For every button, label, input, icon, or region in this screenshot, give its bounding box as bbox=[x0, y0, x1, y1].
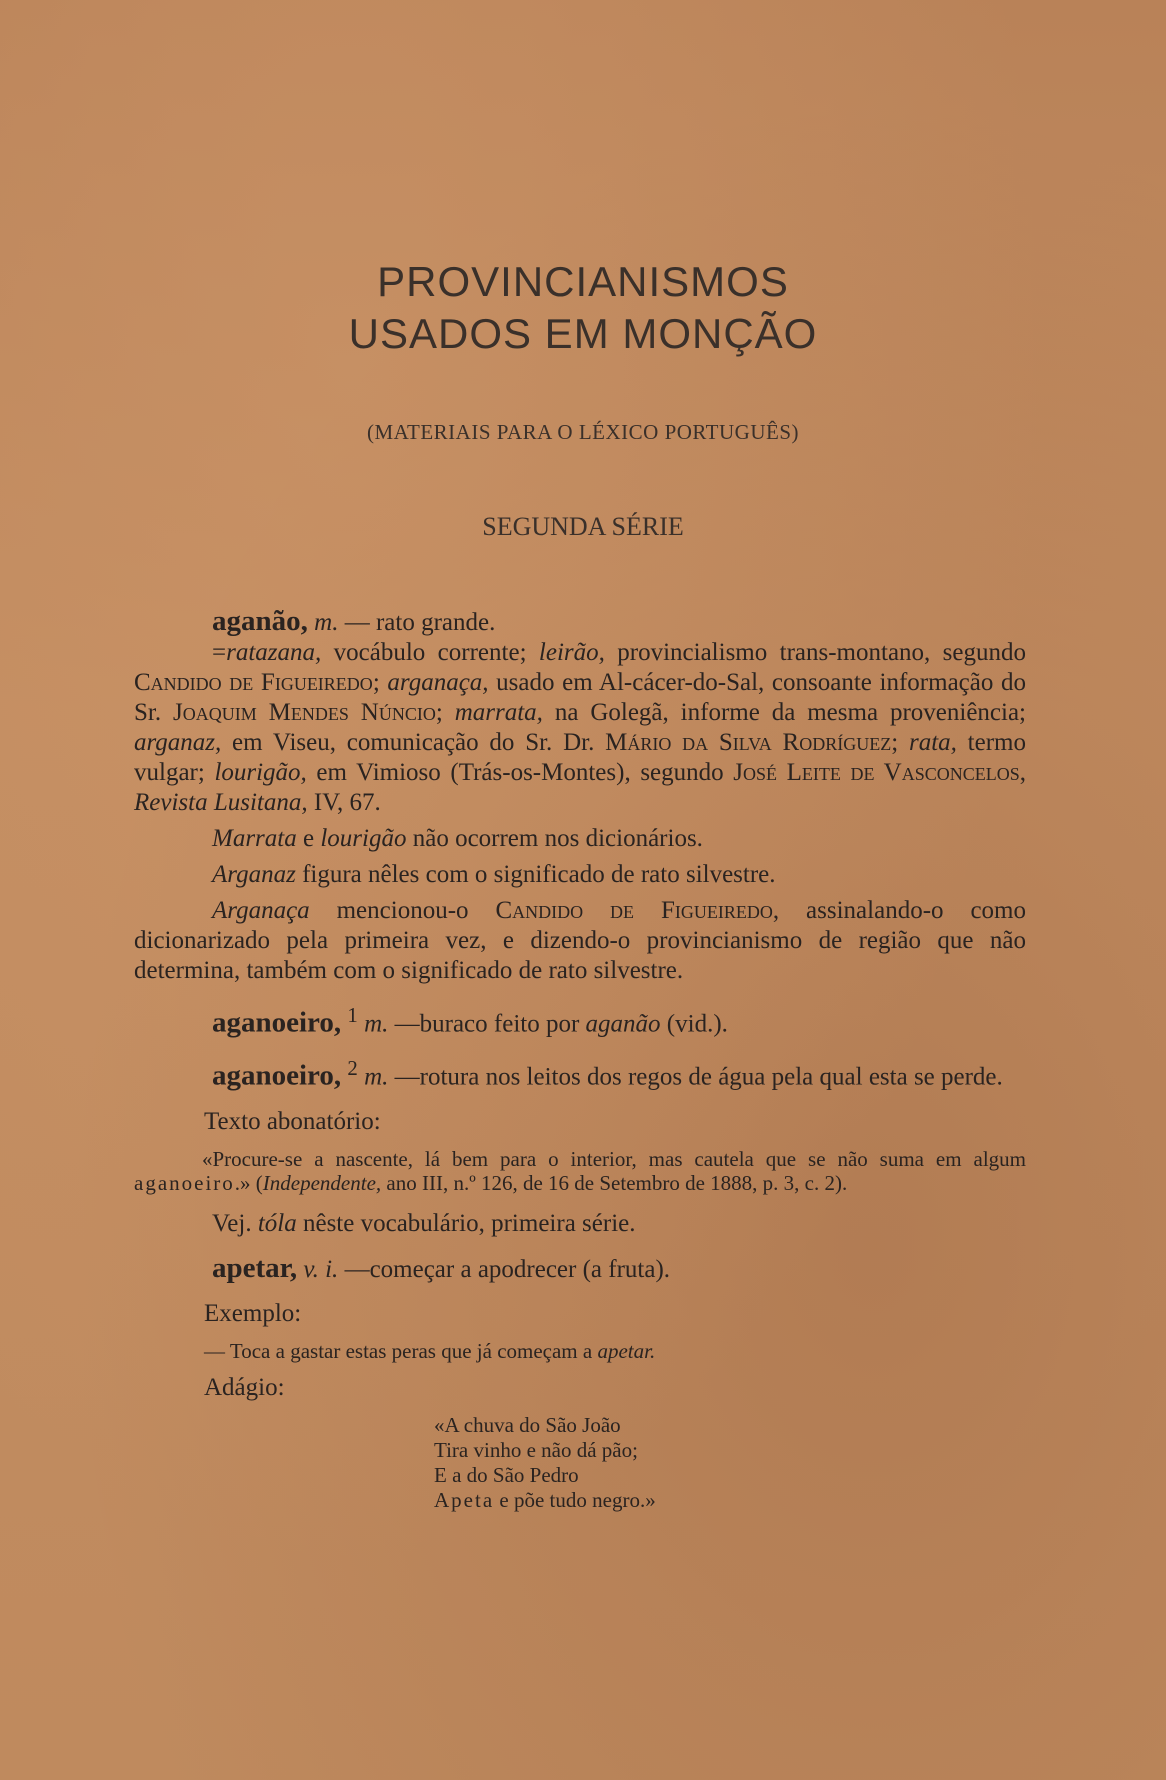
paragraph-arganaz bbox=[134, 860, 1026, 890]
spaced-term: Apeta bbox=[434, 1487, 495, 1512]
text: «Procure-se a nascente, lá bem para o interior, mas cautela que se não suma em algum bbox=[202, 1146, 1026, 1171]
journal-title: Independente, bbox=[262, 1170, 382, 1195]
paragraph-not-in-dictionaries bbox=[134, 824, 1026, 854]
author-name: Candido de Figueiredo bbox=[134, 669, 373, 696]
term: Arganaz bbox=[212, 861, 296, 888]
exemplo-label: Exemplo: bbox=[204, 1299, 302, 1327]
term: Marrata bbox=[212, 825, 297, 852]
text: ; bbox=[372, 669, 388, 696]
text: na Golegã, informe da mesma proveniência; bbox=[542, 699, 1026, 726]
verse-line: «A chuva do São João bbox=[434, 1412, 621, 1437]
subtitle: (MATERIAIS PARA O LÉXICO PORTUGUÊS) bbox=[367, 420, 799, 444]
author-name: José Leite de Vasconcelos bbox=[733, 759, 1020, 786]
series-heading: SEGUNDA SÉRIE bbox=[482, 512, 684, 541]
part-of-speech: m. bbox=[364, 1063, 389, 1091]
text: , bbox=[1019, 759, 1026, 786]
term: lourigão bbox=[320, 825, 407, 852]
text: — Toca a gastar estas peras que já começam a bbox=[204, 1338, 598, 1363]
text: , assinalando-o como dicionarizado pela primeira vez, e dizendo-o provincianismo de região que não determina, também com o significado de rato silvestre. bbox=[134, 897, 1026, 984]
term: marrata, bbox=[454, 699, 543, 726]
texto-abonatorio-label: Texto abonatório: bbox=[204, 1107, 381, 1135]
text: provincialismo trans-montano, segundo bbox=[604, 639, 1026, 666]
text: não ocorrem nos dicionários. bbox=[406, 825, 703, 852]
text: mencionou-o bbox=[309, 897, 496, 924]
entry-aganao bbox=[134, 606, 1026, 638]
term: leirão, bbox=[538, 639, 605, 666]
title-line-1: PROVINCIANISMOS bbox=[377, 258, 789, 305]
term: lourigão, bbox=[214, 759, 307, 786]
text: em Viseu, comunicação do Sr. Dr. bbox=[221, 729, 606, 756]
author-name: Candido de Figueiredo bbox=[495, 897, 773, 924]
example-sentence bbox=[204, 1339, 1026, 1363]
text: termo vulgar; bbox=[134, 729, 1026, 786]
part-of-speech: m. bbox=[314, 609, 339, 636]
headword: aganoeiro, bbox=[212, 1059, 342, 1092]
text: ; bbox=[435, 699, 455, 726]
title-line-2: USADOS EM MONÇÃO bbox=[348, 310, 818, 357]
definition: —buraco feito por bbox=[388, 1010, 586, 1038]
text: em Vimioso (Trás-os-Montes), segundo bbox=[306, 759, 734, 786]
author-name: Mário da Silva Rodríguez bbox=[605, 729, 892, 756]
text: usado em Al-cácer-do-Sal, consoante informação do Sr. bbox=[134, 669, 1026, 726]
definition: —começar a apodrecer (a fruta). bbox=[338, 1255, 671, 1283]
text: e bbox=[296, 825, 321, 852]
citation-quote bbox=[134, 1147, 1026, 1195]
text: Vej. bbox=[212, 1209, 258, 1237]
text: = bbox=[212, 639, 227, 666]
term: apetar. bbox=[597, 1338, 656, 1363]
paragraph-arganaca bbox=[134, 896, 1026, 986]
headword: aganão, bbox=[212, 605, 308, 637]
see-also bbox=[134, 1209, 1026, 1239]
text: vocábulo corrente; bbox=[321, 639, 539, 666]
paragraph-synonyms bbox=[134, 638, 1026, 818]
body-text bbox=[134, 606, 1026, 1513]
definition: — rato grande. bbox=[344, 609, 496, 636]
term: Arganaça bbox=[212, 897, 310, 924]
headword: apetar, bbox=[212, 1251, 298, 1284]
sense-number: 1 bbox=[347, 1003, 358, 1027]
term: arganaça, bbox=[387, 669, 489, 696]
text: nêste vocabulário, primeira série. bbox=[296, 1209, 636, 1237]
definition: —rotura nos leitos dos regos de água pela qual esta se perde. bbox=[388, 1063, 1003, 1091]
part-of-speech: v. i. bbox=[303, 1255, 339, 1283]
cross-reference: aganão bbox=[585, 1010, 661, 1038]
text: IV, 67. bbox=[307, 789, 381, 816]
verse-line: Tira vinho e não dá pão; bbox=[434, 1437, 638, 1462]
verse-line: E a do São Pedro bbox=[434, 1462, 579, 1487]
text: ano III, n.º 126, de 16 de Setembro de 1888, p. 3, c. 2). bbox=[381, 1170, 848, 1195]
sense-number: 2 bbox=[347, 1056, 358, 1081]
entry-aganoeiro-2 bbox=[134, 1053, 1026, 1092]
term: ratazana, bbox=[226, 639, 322, 666]
verse-line-last bbox=[434, 1488, 1026, 1513]
term: tóla bbox=[257, 1209, 297, 1237]
proverb-verse bbox=[434, 1413, 1026, 1513]
term: arganaz, bbox=[134, 729, 222, 756]
text: ; bbox=[891, 729, 909, 756]
text: e põe tudo negro.» bbox=[494, 1487, 656, 1512]
entry-apetar bbox=[134, 1253, 1026, 1285]
author-name: Joaquim Mendes Núncio bbox=[173, 699, 436, 726]
text: figura nêles com o significado de rato silvestre. bbox=[295, 861, 776, 888]
text: (vid.). bbox=[660, 1010, 728, 1038]
headword: aganoeiro, bbox=[212, 1006, 342, 1039]
journal-title: Revista Lusitana, bbox=[134, 789, 308, 816]
part-of-speech: m. bbox=[364, 1010, 389, 1038]
text: .» ( bbox=[234, 1170, 263, 1195]
adagio-label: Adágio: bbox=[204, 1373, 285, 1401]
entry-aganoeiro-1 bbox=[134, 1000, 1026, 1039]
term: rata, bbox=[908, 729, 957, 756]
spaced-term: aganoeiro bbox=[134, 1170, 235, 1195]
